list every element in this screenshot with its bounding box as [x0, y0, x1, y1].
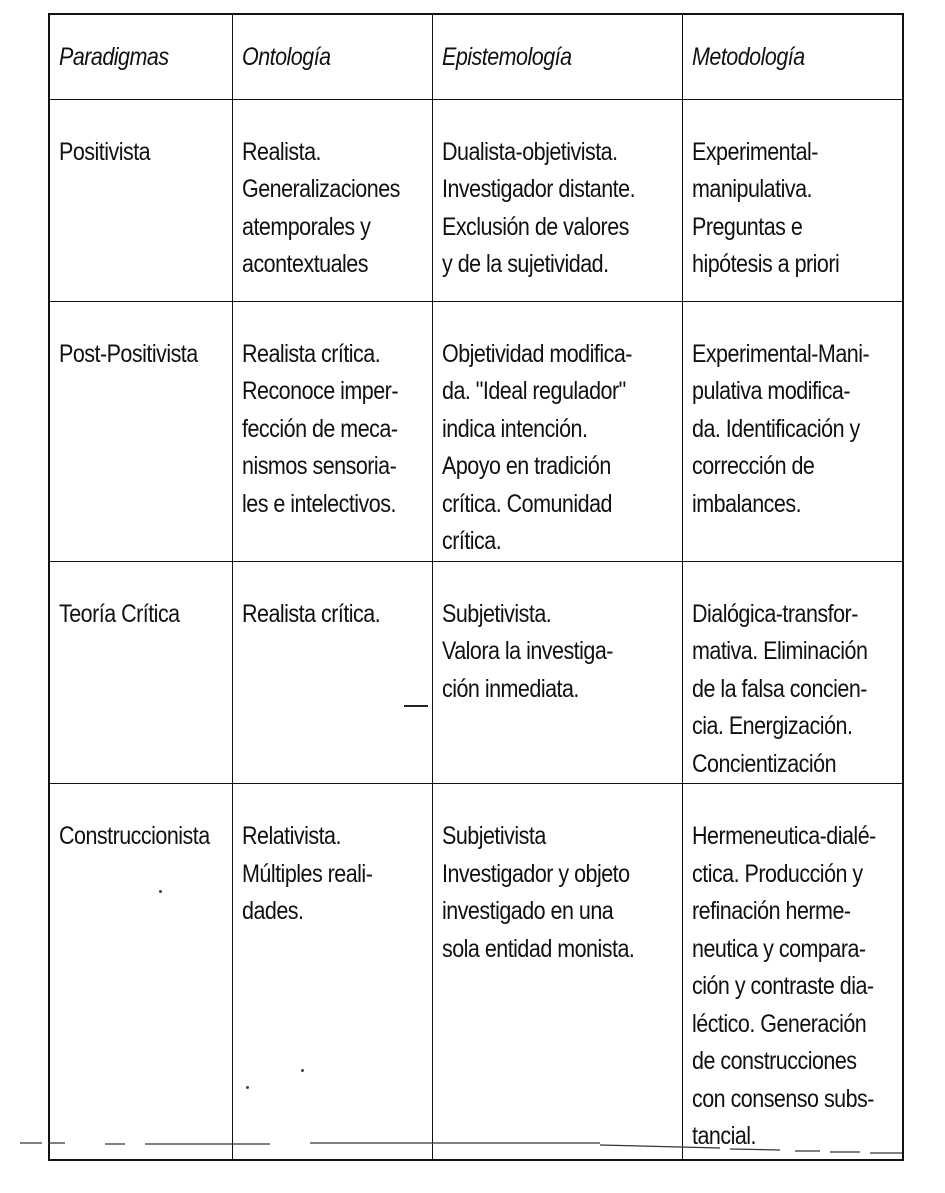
cell-paradigm: Positivista	[49, 99, 232, 301]
table-row	[49, 784, 903, 1160]
cell-epistemology: Dualista-objetivista. Investigador distante. Exclusión de valores y de la sujetividad.	[432, 99, 682, 301]
scan-artifact-speck	[246, 1086, 249, 1089]
table-row	[49, 301, 903, 561]
header-paradigmas: Paradigmas	[49, 14, 232, 99]
cell-paradigm: Teoría Crítica	[49, 561, 232, 784]
table-header-row	[49, 14, 903, 99]
cell-methodology: Hermeneutica-dialé- ctica. Producción y refinación herme- neutica y compara- ción y contraste dia- léctico. Generación de construcciones con consenso subs- tancial.	[682, 784, 903, 1160]
cell-ontology: Realista. Generalizaciones atemporales y acontextuales	[232, 99, 432, 301]
cell-epistemology: Subjetivista Investigador y objeto investigado en una sola entidad monista.	[432, 784, 682, 1160]
cell-ontology: Relativista. Múltiples reali- dades.	[232, 784, 432, 1160]
scan-artifact-bottom-dashes	[20, 1140, 905, 1160]
cell-methodology: Experimental- manipulativa. Preguntas e hipótesis a priori	[682, 99, 903, 301]
table-row	[49, 561, 903, 784]
header-ontologia: Ontología	[232, 14, 432, 99]
cell-paradigm: Post-Positivista	[49, 301, 232, 561]
paradigms-table	[48, 13, 904, 1161]
cell-methodology: Experimental-Mani- pulativa modifica- da. Identificación y corrección de imbalances.	[682, 301, 903, 561]
cell-methodology: Dialógica-transfor- mativa. Eliminación de la falsa concien- cia. Energización. Concientización	[682, 561, 903, 784]
cell-ontology: Realista crítica. Reconoce imper- fección de meca- nismos sensoria- les e intelectivos.	[232, 301, 432, 561]
cell-paradigm: Construccionista	[49, 784, 232, 1160]
cell-epistemology: Objetividad modifica- da. "Ideal regulador" indica intención. Apoyo en tradición crítica. Comunidad crítica.	[432, 301, 682, 561]
header-metodologia: Metodología	[682, 14, 903, 99]
cell-ontology: Realista crítica.	[232, 561, 432, 784]
cell-epistemology: Subjetivista. Valora la investiga- ción inmediata.	[432, 561, 682, 784]
scan-artifact-speck	[301, 1069, 304, 1072]
header-epistemologia: Epistemología	[432, 14, 682, 99]
scan-artifact-speck	[159, 890, 162, 893]
table-row	[49, 99, 903, 301]
scan-artifact-dash	[404, 705, 428, 707]
